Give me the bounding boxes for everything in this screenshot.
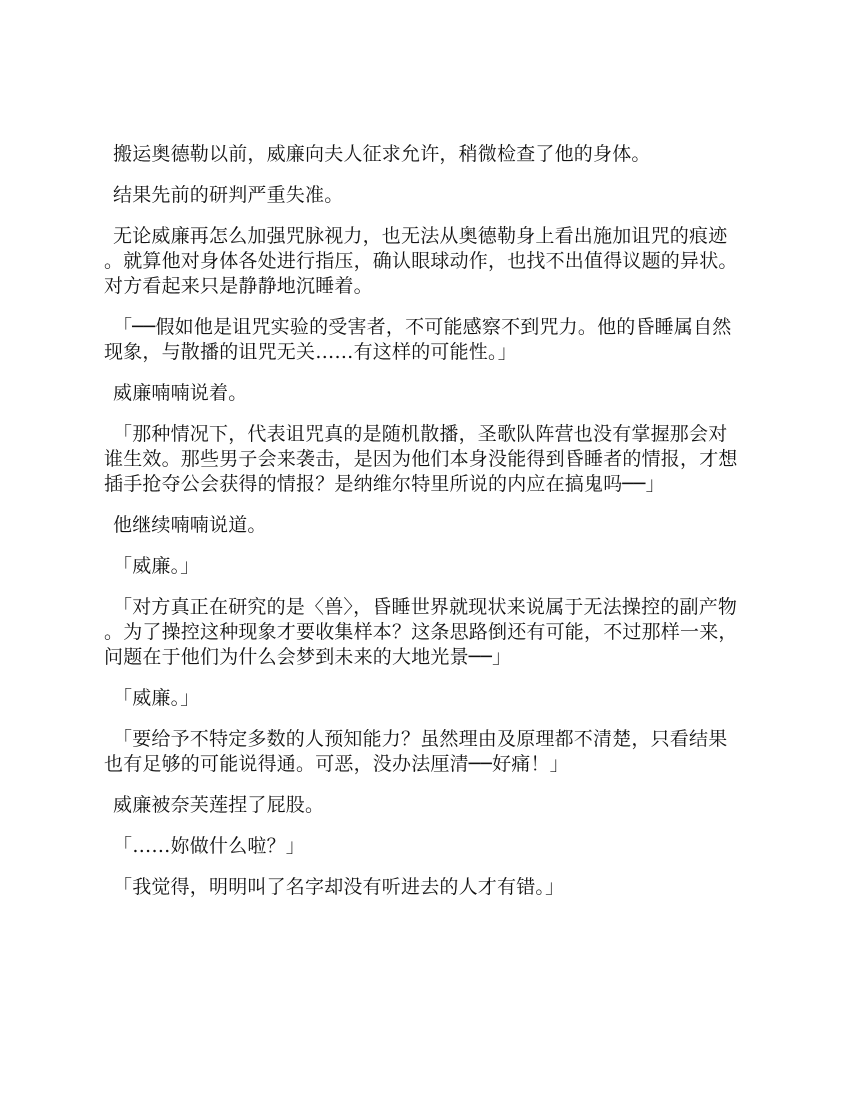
paragraph: 搬运奥德勒以前，威廉向夫人征求允许，稍微检查了他的身体。 bbox=[113, 143, 651, 165]
paragraph: 「我觉得，明明叫了名字却没有听进去的人才有错。」 bbox=[113, 876, 565, 898]
paragraph: 「威廉。」 bbox=[113, 555, 200, 577]
paragraph: 「那种情况下，代表诅咒真的是随机散播，圣歌队阵营也没有掌握那会对谁生效。那些男子会来袭击，是因为他们本身没能得到昏睡者的情报，才想插手抢夺公会获得的情报？是纳维尔特里所说的内应在搞鬼吗──」 bbox=[104, 423, 738, 495]
paragraph: 「要给予不特定多数的人预知能力？虽然理由及原理都不清楚，只看结果也有足够的可能说得通。可恶，没办法厘清──好痛！」 bbox=[104, 728, 728, 775]
paragraph: 结果先前的研判严重失准。 bbox=[113, 184, 344, 206]
document-page bbox=[104, 142, 746, 916]
paragraph: 「对方真正在研究的是〈兽〉，昏睡世界就现状来说属于无法操控的副产物。为了操控这种现象才要收集样本？这条思路倒还有可能，不过那样一来，问题在于他们为什么会梦到未来的大地光景──」 bbox=[104, 596, 738, 668]
paragraph: 「……妳做什么啦？」 bbox=[113, 835, 306, 857]
paragraph: 「──假如他是诅咒实验的受害者，不可能感察不到咒力。他的昏睡属自然现象，与散播的诅咒无关……有这样的可能性。」 bbox=[104, 316, 732, 363]
paragraph: 无论威廉再怎么加强咒脉视力，也无法从奥德勒身上看出施加诅咒的痕迹。就算他对身体各处进行指压，确认眼球动作，也找不出值得议题的异状。对方看起来只是静静地沉睡着。 bbox=[104, 225, 738, 297]
paragraph: 他继续喃喃说道。 bbox=[113, 514, 267, 536]
paragraph: 威廉喃喃说着。 bbox=[113, 382, 248, 404]
paragraph: 威廉被奈芙莲捏了屁股。 bbox=[113, 794, 325, 816]
paragraph: 「威廉。」 bbox=[113, 687, 200, 709]
